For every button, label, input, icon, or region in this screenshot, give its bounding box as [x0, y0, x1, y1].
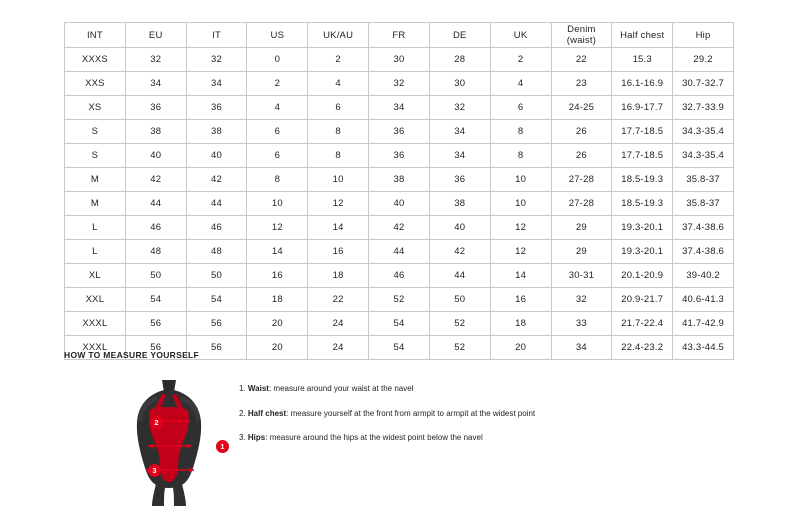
- table-column-header: Denim (waist): [551, 23, 612, 48]
- table-cell: 52: [429, 336, 490, 360]
- size-conversion-table: [64, 22, 734, 360]
- table-cell: 48: [186, 240, 247, 264]
- table-cell: 20: [247, 336, 308, 360]
- table-cell: 56: [186, 312, 247, 336]
- table-cell: XL: [65, 264, 126, 288]
- table-cell: 52: [369, 288, 430, 312]
- table-cell: 18.5-19.3: [612, 192, 673, 216]
- table-cell: 18.5-19.3: [612, 168, 673, 192]
- table-cell: 36: [125, 96, 186, 120]
- table-cell: 20: [490, 336, 551, 360]
- table-cell: 32: [429, 96, 490, 120]
- table-cell: 54: [125, 288, 186, 312]
- measure-note-text: : measure yourself at the front from armpit to armpit at the widest point: [286, 408, 536, 418]
- table-cell: 34.3-35.4: [673, 120, 734, 144]
- table-cell: 16.1-16.9: [612, 72, 673, 96]
- table-cell: XXXS: [65, 48, 126, 72]
- table-cell: 2: [308, 48, 369, 72]
- measure-note-number: 3.: [239, 433, 246, 443]
- table-cell: M: [65, 168, 126, 192]
- table-cell: XXL: [65, 288, 126, 312]
- table-row: [65, 48, 734, 72]
- table-cell: 35.8-37: [673, 168, 734, 192]
- table-column-header: UK/AU: [308, 23, 369, 48]
- table-cell: XXS: [65, 72, 126, 96]
- table-cell: 8: [308, 120, 369, 144]
- table-cell: 29: [551, 240, 612, 264]
- table-cell: 44: [369, 240, 430, 264]
- table-cell: 30-31: [551, 264, 612, 288]
- table-cell: 6: [247, 144, 308, 168]
- table-cell: 29.2: [673, 48, 734, 72]
- table-cell: 56: [125, 312, 186, 336]
- marker-1: 1: [216, 440, 229, 453]
- table-row: [65, 72, 734, 96]
- table-cell: 26: [551, 120, 612, 144]
- table-cell: S: [65, 120, 126, 144]
- table-cell: 24: [308, 336, 369, 360]
- table-cell: 36: [186, 96, 247, 120]
- table-cell: 37.4-38.6: [673, 216, 734, 240]
- table-cell: 16: [490, 288, 551, 312]
- table-cell: 46: [186, 216, 247, 240]
- table-cell: 12: [308, 192, 369, 216]
- mannequin-svg: [104, 376, 234, 506]
- table-cell: 15.3: [612, 48, 673, 72]
- how-to-measure-title: HOW TO MEASURE YOURSELF: [64, 350, 200, 360]
- table-cell: 32.7-33.9: [673, 96, 734, 120]
- table-cell: 21.7-22.4: [612, 312, 673, 336]
- measure-note-number: 1.: [239, 384, 246, 393]
- table-cell: 32: [551, 288, 612, 312]
- table-cell: 24: [308, 312, 369, 336]
- table-cell: 54: [369, 312, 430, 336]
- table-cell: 34: [551, 336, 612, 360]
- table-cell: 40: [186, 144, 247, 168]
- table-cell: 8: [490, 144, 551, 168]
- table-cell: 34.3-35.4: [673, 144, 734, 168]
- table-cell: 12: [247, 216, 308, 240]
- table-column-header: INT: [65, 23, 126, 48]
- table-cell: 20.1-20.9: [612, 264, 673, 288]
- table-cell: 4: [247, 96, 308, 120]
- table-cell: 18: [247, 288, 308, 312]
- table-row: [65, 240, 734, 264]
- table-cell: 16: [308, 240, 369, 264]
- table-cell: 22.4-23.2: [612, 336, 673, 360]
- table-cell: 22: [308, 288, 369, 312]
- table-row: [65, 144, 734, 168]
- table-cell: 14: [247, 240, 308, 264]
- table-column-header: UK: [490, 23, 551, 48]
- table-cell: 29: [551, 216, 612, 240]
- table-cell: 42: [369, 216, 430, 240]
- table-cell: 40: [369, 192, 430, 216]
- table-column-header: IT: [186, 23, 247, 48]
- table-row: [65, 216, 734, 240]
- measure-note-term: Half chest: [247, 408, 287, 418]
- table-cell: 8: [308, 144, 369, 168]
- table-cell: 42: [186, 168, 247, 192]
- table-cell: 46: [369, 264, 430, 288]
- table-cell: 16.9-17.7: [612, 96, 673, 120]
- table-cell: 12: [490, 216, 551, 240]
- table-cell: 42: [125, 168, 186, 192]
- table-cell: 20.9-21.7: [612, 288, 673, 312]
- table-cell: 56: [186, 336, 247, 360]
- how-to-measure-body: [64, 370, 744, 510]
- table-column-header: Hip: [673, 23, 734, 48]
- table-cell: 38: [429, 192, 490, 216]
- table-row: [65, 96, 734, 120]
- marker-2: 2: [150, 416, 163, 429]
- table-cell: 6: [308, 96, 369, 120]
- table-cell: S: [65, 144, 126, 168]
- table-cell: 26: [551, 144, 612, 168]
- table-cell: 56: [125, 336, 186, 360]
- measure-notes-list: [239, 384, 739, 458]
- table-cell: 40: [125, 144, 186, 168]
- table-cell: 42: [429, 240, 490, 264]
- table-cell: 8: [490, 120, 551, 144]
- table-cell: 0: [247, 48, 308, 72]
- table-cell: 37.4-38.6: [673, 240, 734, 264]
- measure-note-text: : measure around your waist at the navel: [268, 384, 414, 393]
- table-cell: 34: [125, 72, 186, 96]
- table-cell: 10: [308, 168, 369, 192]
- measure-note-term: Waist: [247, 384, 269, 393]
- table-cell: 48: [125, 240, 186, 264]
- table-cell: M: [65, 192, 126, 216]
- table-cell: 50: [186, 264, 247, 288]
- table-cell: 41.7-42.9: [673, 312, 734, 336]
- table-cell: 50: [429, 288, 490, 312]
- table-cell: 30: [429, 72, 490, 96]
- table-cell: 44: [429, 264, 490, 288]
- table-cell: 17.7-18.5: [612, 120, 673, 144]
- table-cell: XS: [65, 96, 126, 120]
- table-column-header: US: [247, 23, 308, 48]
- table-cell: 34: [186, 72, 247, 96]
- measure-note-term: Hips: [247, 433, 266, 443]
- table-row: [65, 312, 734, 336]
- table-column-header: FR: [369, 23, 430, 48]
- table-column-header: EU: [125, 23, 186, 48]
- table-cell: 44: [186, 192, 247, 216]
- table-cell: L: [65, 240, 126, 264]
- table-cell: 40: [429, 216, 490, 240]
- table-cell: 33: [551, 312, 612, 336]
- table-cell: 12: [490, 240, 551, 264]
- table-header-row: [65, 23, 734, 48]
- table-cell: 2: [490, 48, 551, 72]
- table-cell: 36: [369, 120, 430, 144]
- table-row: [65, 264, 734, 288]
- table-cell: 32: [369, 72, 430, 96]
- how-to-measure-section: [64, 350, 744, 510]
- table-cell: 54: [186, 288, 247, 312]
- measure-note: [239, 433, 739, 443]
- table-column-header: DE: [429, 23, 490, 48]
- table-cell: 34: [429, 120, 490, 144]
- table-cell: 19.3-20.1: [612, 216, 673, 240]
- table-cell: XXXL: [65, 312, 126, 336]
- measure-note: [239, 384, 739, 394]
- measure-note-number: 2.: [239, 408, 246, 418]
- size-table-container: [64, 22, 734, 360]
- table-cell: 30.7-32.7: [673, 72, 734, 96]
- table-cell: XXXL: [65, 336, 126, 360]
- table-cell: 34: [429, 144, 490, 168]
- table-cell: 6: [490, 96, 551, 120]
- table-cell: 24-25: [551, 96, 612, 120]
- table-cell: 10: [490, 168, 551, 192]
- table-cell: 18: [308, 264, 369, 288]
- table-row: [65, 288, 734, 312]
- table-cell: 14: [308, 216, 369, 240]
- table-cell: 39-40.2: [673, 264, 734, 288]
- measure-note-text: : measure around the hips at the widest point below the navel: [265, 433, 483, 443]
- table-body: [65, 48, 734, 360]
- table-cell: 38: [186, 120, 247, 144]
- table-cell: 20: [247, 312, 308, 336]
- table-cell: 4: [308, 72, 369, 96]
- table-header: [65, 23, 734, 48]
- table-cell: 18: [490, 312, 551, 336]
- table-cell: 38: [125, 120, 186, 144]
- table-cell: 10: [490, 192, 551, 216]
- table-cell: 19.3-20.1: [612, 240, 673, 264]
- table-row: [65, 192, 734, 216]
- table-cell: 54: [369, 336, 430, 360]
- table-cell: 16: [247, 264, 308, 288]
- marker-3: 3: [148, 464, 161, 477]
- table-cell: 38: [369, 168, 430, 192]
- mannequin-illustration: [104, 376, 234, 506]
- table-cell: 14: [490, 264, 551, 288]
- table-cell: 36: [429, 168, 490, 192]
- table-cell: 44: [125, 192, 186, 216]
- table-cell: L: [65, 216, 126, 240]
- table-cell: 17.7-18.5: [612, 144, 673, 168]
- table-cell: 28: [429, 48, 490, 72]
- table-cell: 35.8-37: [673, 192, 734, 216]
- table-cell: 4: [490, 72, 551, 96]
- table-cell: 8: [247, 168, 308, 192]
- table-cell: 50: [125, 264, 186, 288]
- table-cell: 52: [429, 312, 490, 336]
- table-row: [65, 120, 734, 144]
- table-cell: 27-28: [551, 168, 612, 192]
- table-cell: 43.3-44.5: [673, 336, 734, 360]
- table-cell: 27-28: [551, 192, 612, 216]
- table-cell: 40.6-41.3: [673, 288, 734, 312]
- table-cell: 10: [247, 192, 308, 216]
- table-cell: 46: [125, 216, 186, 240]
- table-cell: 22: [551, 48, 612, 72]
- table-cell: 23: [551, 72, 612, 96]
- measure-note: [239, 409, 739, 419]
- table-cell: 6: [247, 120, 308, 144]
- table-cell: 32: [186, 48, 247, 72]
- table-cell: 30: [369, 48, 430, 72]
- table-row: [65, 168, 734, 192]
- table-cell: 32: [125, 48, 186, 72]
- table-column-header: Half chest: [612, 23, 673, 48]
- table-cell: 36: [369, 144, 430, 168]
- table-cell: 34: [369, 96, 430, 120]
- table-cell: 2: [247, 72, 308, 96]
